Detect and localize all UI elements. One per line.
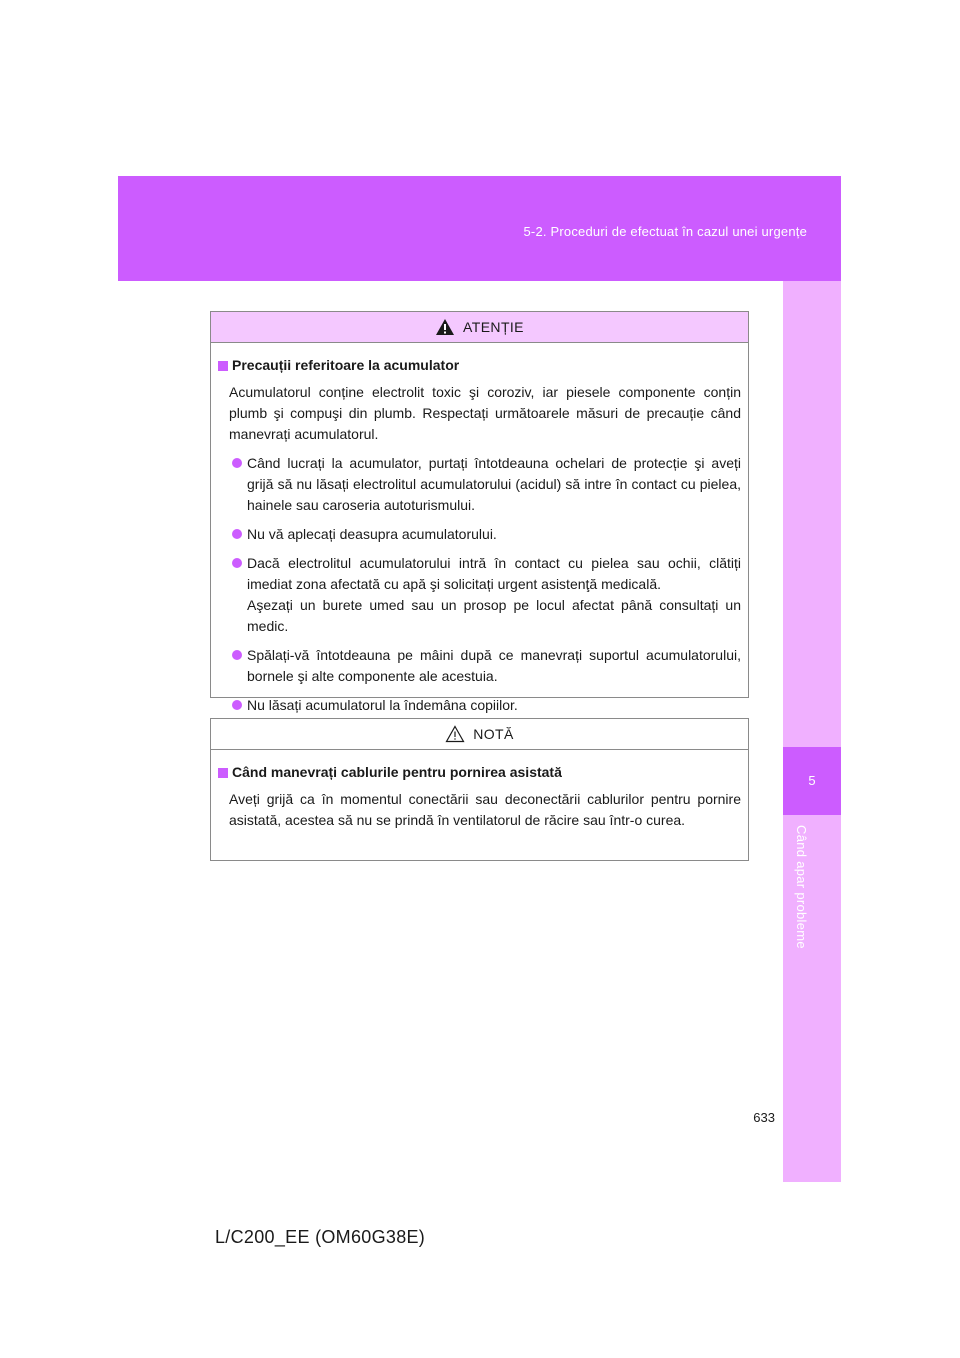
section-breadcrumb: 5-2. Proceduri de efectuat în cazul unei urgențe: [523, 224, 807, 239]
round-bullet-icon: [232, 558, 242, 568]
note-section-title-text: Când manevrați cablurile pentru pornirea asistată: [232, 764, 562, 780]
round-bullet-icon: [232, 700, 242, 710]
caution-section-title-text: Precauții referitoare la acumulator: [232, 357, 460, 373]
round-bullet-icon: [232, 458, 242, 468]
caution-intro: Acumulatorul conține electrolit toxic şi coroziv, iar piesele componente conțin plumb şi compuşi din plumb. Respectați următoarele măsuri de precauție când manevrați acumulatorul.: [229, 384, 741, 442]
list-item: [218, 524, 741, 545]
document-code: L/C200_EE (OM60G38E): [215, 1227, 426, 1247]
list-item: [218, 645, 741, 687]
chapter-header-band: [118, 176, 841, 281]
bullet-text: [247, 553, 741, 637]
warning-filled-icon: [435, 318, 455, 336]
warning-outline-icon: [445, 725, 465, 743]
list-item: [218, 695, 741, 716]
bullet-text: Spălați-vă întotdeauna pe mâini după ce manevrați suportul acumulatorului, bornele şi alte componente ale acestuia.: [247, 647, 741, 684]
round-bullet-icon: [232, 529, 242, 539]
note-box: [210, 718, 749, 861]
round-bullet-icon: [232, 650, 242, 660]
bullet-text: Când lucrați la acumulator, purtați întotdeauna ochelari de protecție şi aveți grijă să nu lăsați electrolitul acumulatorului (acidul) să intre în contact cu pielea, hainele sau caroseria autoturismului.: [247, 455, 741, 513]
square-bullet-icon: [218, 361, 228, 371]
list-item: [218, 553, 741, 637]
caution-bullet-list: [218, 453, 741, 716]
page-number: 633: [753, 1110, 775, 1125]
note-section-title: [218, 762, 741, 783]
caution-title: ATENȚIE: [463, 319, 524, 335]
bullet-text: Nu lăsați acumulatorul la îndemâna copiilor.: [247, 697, 518, 713]
caution-section-title: [218, 355, 741, 376]
list-item: [218, 453, 741, 516]
caution-header: [211, 312, 748, 343]
note-header: [211, 719, 748, 750]
square-bullet-icon: [218, 768, 228, 778]
chapter-number: 5: [808, 773, 816, 788]
note-text: Aveți grijă ca în momentul conectării sau deconectării cablurilor pentru pornire asistată, acestea să nu se prindă în ventilatorul de răcire sau într-o curea.: [229, 791, 741, 828]
note-title: NOTĂ: [473, 726, 514, 742]
chapter-title: Când apar probleme: [794, 825, 809, 949]
chapter-tab: [783, 747, 841, 815]
bullet-text-extra: Aşezați un burete umed sau un prosop pe locul afectat până consultați un medic.: [247, 597, 741, 634]
side-index-strip: [783, 281, 841, 1182]
caution-box: [210, 311, 749, 713]
bullet-text-main: Dacă electrolitul acumulatorului intră în contact cu pielea sau ochii, clătiți imediat zona afectată cu apă şi solicitați urgent asistenţă medicală.: [247, 555, 741, 592]
bullet-text: Nu vă aplecați deasupra acumulatorului.: [247, 526, 497, 542]
